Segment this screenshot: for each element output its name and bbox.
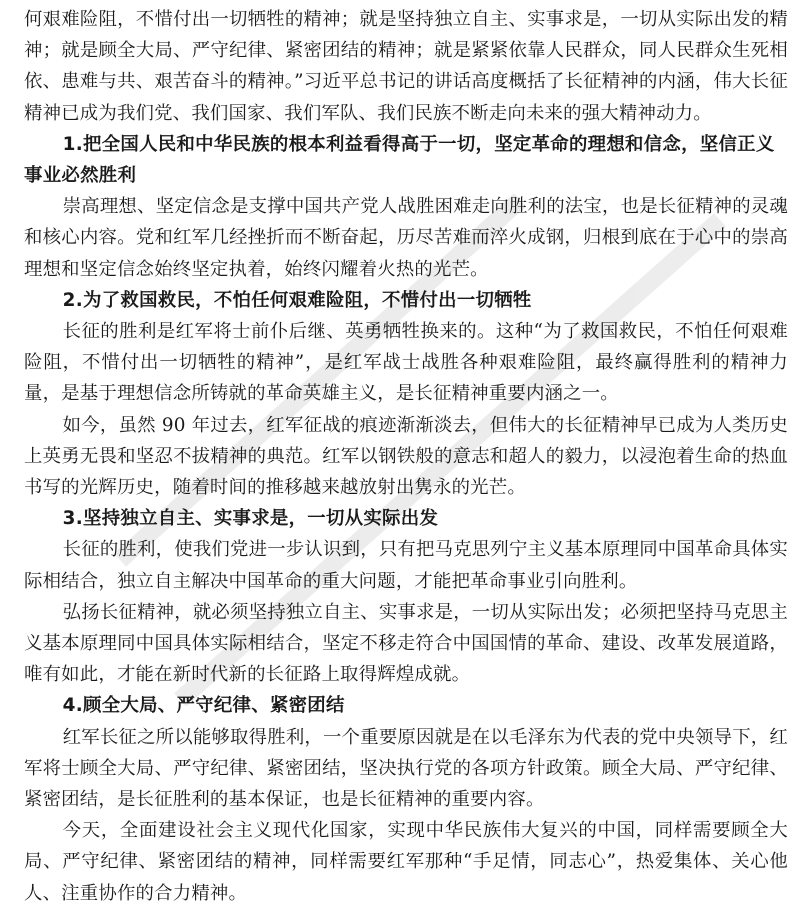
intro-paragraph: 何艰难险阻，不惜付出一切牺牲的精神；就是坚持独立自主、实事求是，一切从实际出发的精神；就是顾全大局、严守纪律、紧密团结的精神；就是紧紧依靠人民群众，同人民群众生死相依、患难与共、艰苦奋斗的精神。”习近平总书记的讲话高度概括了长征精神的内涵，伟大长征精神已成为我们党、我们国家、我们军队、我们民族不断走向未来的强大精神动力。: [24, 9, 788, 124]
section-2-paragraph-1: 长征的胜利是红军将士前仆后继、英勇牺牲换来的。这种“为了救国救民，不怕任何艰难险阻，不惜付出一切牺牲的精神”，是红军战士战胜各种艰难险阻，最终赢得胜利的精神力量，是基于理想信念所铸就的革命英雄主义，是长征精神重要内涵之一。: [24, 321, 788, 405]
section-4-paragraph-2: 今天，全面建设社会主义现代化国家，实现中华民族伟大复兴的中国，同样需要顾全大局、严守纪律、紧密团结的精神，同样需要红军那种“手足情，同志心”，热爱集体、关心他人、注重协作的合力精神。: [24, 820, 788, 904]
section-heading-3: 3.坚持独立自主、实事求是，一切从实际出发: [62, 508, 439, 530]
section-4-paragraph-1: 红军长征之所以能够取得胜利，一个重要原因就是在以毛泽东为代表的党中央领导下，红军将士顾全大局、严守纪律、紧密团结，坚决执行党的各项方针政策。顾全大局、严守纪律、紧密团结，是长征胜利的基本保证，也是长征精神的重要内容。: [24, 726, 788, 811]
section-3-paragraph-2: 弘扬长征精神，就必须坚持独立自主、实事求是，一切从实际出发；必须把坚持马克思主义基本原理同中国具体实际相结合，坚定不移走符合中国国情的革命、建设、改革发展道路，唯有如此，才能在新时代新的长征路上取得辉煌成就。: [24, 601, 788, 686]
section-heading-4: 4.顾全大局、严守纪律、紧密团结: [62, 695, 345, 717]
section-heading-2: 2.为了救国救民，不怕任何艰难险阻，不惜付出一切牺牲: [62, 289, 532, 311]
section-1-paragraph-1: 崇高理想、坚定信念是支撑中国共产党人战胜困难走向胜利的法宝，也是长征精神的灵魂和核心内容。党和红军几经挫折而不断奋起，历尽苦难而淬火成钢，归根到底在于心中的崇高理想和坚定信念始终坚定执着，始终闪耀着火热的光芒。: [24, 196, 788, 280]
section-heading-1: 1.把全国人民和中华民族的根本利益看得高于一切，坚定革命的理想和信念，坚信正义事业必然胜利: [24, 133, 775, 187]
section-3-paragraph-1: 长征的胜利，使我们党进一步认识到，只有把马克思列宁主义基本原理同中国革命具体实际相结合，独立自主解决中国革命的重大问题，才能把革命事业引向胜利。: [24, 539, 788, 592]
section-2-paragraph-2: 如今，虽然 90 年过去，红军征战的痕迹渐渐淡去，但伟大的长征精神早已成为人类历史上英勇无畏和坚忍不拔精神的典范。红军以钢铁般的意志和超人的毅力，以浸泡着生命的热血书写的光辉历史，随着时间的推移越来越放射出隽永的光芒。: [24, 414, 788, 499]
